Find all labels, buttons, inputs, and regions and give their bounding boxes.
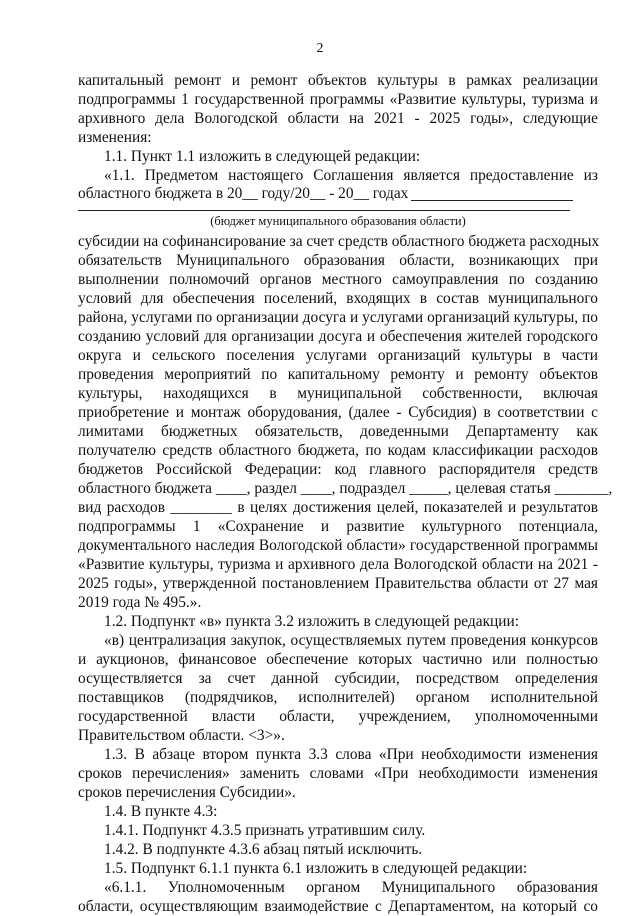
text-line: проведения мероприятий по капитальному ремонту и ремонту объектов	[78, 366, 598, 383]
text-line: сроков перечисления Субсидии».	[78, 784, 296, 801]
text-line: «в) централизация закупок, осуществляемых путем проведения конкурсов	[104, 632, 598, 649]
text-line: вид расходов ________ в целях достижения целей, показателей и результатов	[78, 499, 598, 516]
text-line: поставщиков (подрядчиков, исполнителей) органом исполнительной	[78, 689, 598, 706]
text-line: областного бюджета ____, раздел ____, подраздел _____, целевая статья _______,	[78, 480, 613, 497]
text-line: области, осуществляющим взаимодействие с Департаментом, на который со	[78, 898, 598, 915]
paragraph-heading: 1.5. Подпункт 6.1.1 пункта 6.1 изложить в следующей редакции:	[104, 860, 528, 877]
text-line: бюджетов Российской Федерации: код главного распорядителя средств	[78, 461, 598, 478]
text-line: осуществляется за счет данной субсидии, посредством определения	[78, 670, 598, 687]
text-line: 1.4.2. В подпункте 4.3.6 абзац пятый исключить.	[104, 841, 423, 858]
text-line: субсидии на софинансирование за счет средств областного бюджета расходных	[78, 233, 600, 250]
page-number: 2	[316, 41, 324, 56]
text-line: архивного дела Вологодской области на 2021 - 2025 годы», следующие	[78, 110, 598, 127]
text-line: 2025 годы», утвержденной постановлением Правительства области от 27 мая	[78, 575, 598, 592]
text-line: получателю средств областного бюджета, по кодам классификации расходов	[78, 442, 598, 459]
text-line: культуры, находящихся в муниципальной собственности, включая	[78, 385, 598, 402]
text-line: созданию условий для организации досуга и обеспечения жителей городского	[78, 328, 598, 345]
paragraph-heading: 1.2. Подпункт «в» пункта 3.2 изложить в следующей редакции:	[104, 613, 520, 630]
text-line: государственной власти области, учреждением, уполномоченными	[78, 708, 598, 725]
fill-in-blank-line	[78, 210, 570, 211]
text-line: приобретение и монтаж оборудования, (далее - Субсидия) в соответствии с	[78, 404, 598, 421]
paragraph-heading: 1.4. В пункте 4.3:	[104, 803, 218, 820]
text-line: сроков перечисления» заменить словами «При необходимости изменения	[78, 765, 598, 782]
text-line: и аукционов, финансовое обеспечение которых частично или полностью	[78, 651, 598, 668]
text-line: 1.3. В абзаце втором пункта 3.3 слова «При необходимости изменения	[104, 746, 598, 763]
text-line: документального наследия Вологодской области» государственной программы	[78, 537, 598, 554]
paragraph-heading: 1.1. Пункт 1.1 изложить в следующей редакции:	[104, 148, 421, 165]
text-line: района, услугами по организации досуга и услугами организаций культуры, по	[78, 309, 598, 326]
text-line: округа и сельского поселения услугами организаций культуры в части	[78, 347, 598, 364]
text-line: условий для обеспечения поселений, входящих в состав муниципального	[78, 290, 598, 307]
text-line: 2019 года № 495.».	[78, 594, 202, 611]
text-line: «6.1.1. Уполномоченным органом Муниципального образования	[104, 879, 598, 896]
text-line: изменения:	[78, 129, 152, 146]
text-line: подпрограммы 1 «Сохранение и развитие культурного потенциала,	[78, 518, 598, 535]
text-line: лимитами бюджетных обязательств, доведенными Департаменту как	[78, 423, 598, 440]
text-line: подпрограммы 1 государственной программы «Развитие культуры, туризма и	[78, 91, 598, 108]
text-line: обязательств Муниципального образования области, возникающих при	[78, 252, 598, 269]
text-line: выполнении полномочий органов местного самоуправления по созданию	[78, 271, 598, 288]
text-line: капитальный ремонт и ремонт объектов культуры в рамках реализации	[78, 72, 598, 89]
text-line: «1.1. Предметом настоящего Соглашения является предоставление из	[104, 167, 598, 184]
text-line: «Развитие культуры, туризма и архивного дела Вологодской области на 2021 -	[78, 556, 598, 573]
text-line: областного бюджета в 20__ году/20__ - 20__ годах	[78, 185, 409, 202]
text-line: Правительством области. <3>».	[78, 727, 285, 744]
fill-in-blank-line	[411, 200, 573, 201]
blank-caption: (бюджет муниципального образования области)	[210, 214, 466, 228]
text-line: 1.4.1. Подпункт 4.3.5 признать утратившим силу.	[104, 822, 426, 839]
